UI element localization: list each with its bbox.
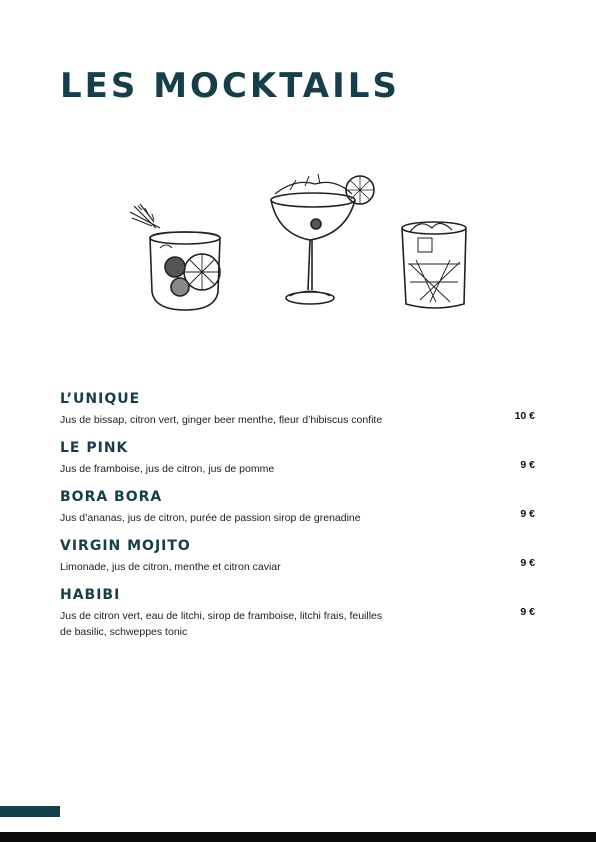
menu-item-description: Jus de framboise, jus de citron, jus de pomme (60, 463, 275, 475)
menu-item-description: Jus de bissap, citron vert, ginger beer menthe, fleur d’hibiscus confite (60, 414, 383, 426)
tumbler-glass-icon (130, 204, 220, 310)
menu-item-description: Jus d’ananas, jus de citron, purée de passion sirop de grenadine (60, 512, 361, 524)
menu-item-name: L’UNIQUE (60, 391, 141, 407)
menu-list (60, 390, 540, 648)
menu-item-bora-bora (60, 488, 540, 529)
cocktail-illustration (120, 172, 480, 317)
menu-item-name: VIRGIN MOJITO (60, 538, 191, 554)
menu-item-name: LE PINK (60, 440, 129, 456)
menu-item-description: Jus de citron vert, eau de litchi, sirop de framboise, litchi frais, feuilles de basilic, schweppes tonic (60, 610, 383, 638)
menu-item-price: 9 € (520, 459, 535, 471)
menu-item-le-pink (60, 439, 540, 480)
menu-item-price: 9 € (520, 508, 535, 520)
menu-item-price: 9 € (520, 606, 535, 618)
bottom-bar (0, 832, 596, 842)
menu-item-l-unique (60, 390, 540, 431)
menu-item-description: Limonade, jus de citron, menthe et citron caviar (60, 561, 281, 573)
cocktail-coupe-icon (271, 174, 374, 304)
menu-item-habibi (60, 586, 540, 640)
menu-item-virgin-mojito (60, 537, 540, 578)
accent-bar (0, 806, 60, 817)
page-title: LES MOCKTAILS (60, 66, 400, 106)
menu-item-price: 9 € (520, 557, 535, 569)
menu-item-name: BORA BORA (60, 489, 163, 505)
menu-item-price: 10 € (514, 410, 535, 422)
rocks-glass-icon (402, 222, 466, 308)
menu-item-name: HABIBI (60, 587, 121, 603)
